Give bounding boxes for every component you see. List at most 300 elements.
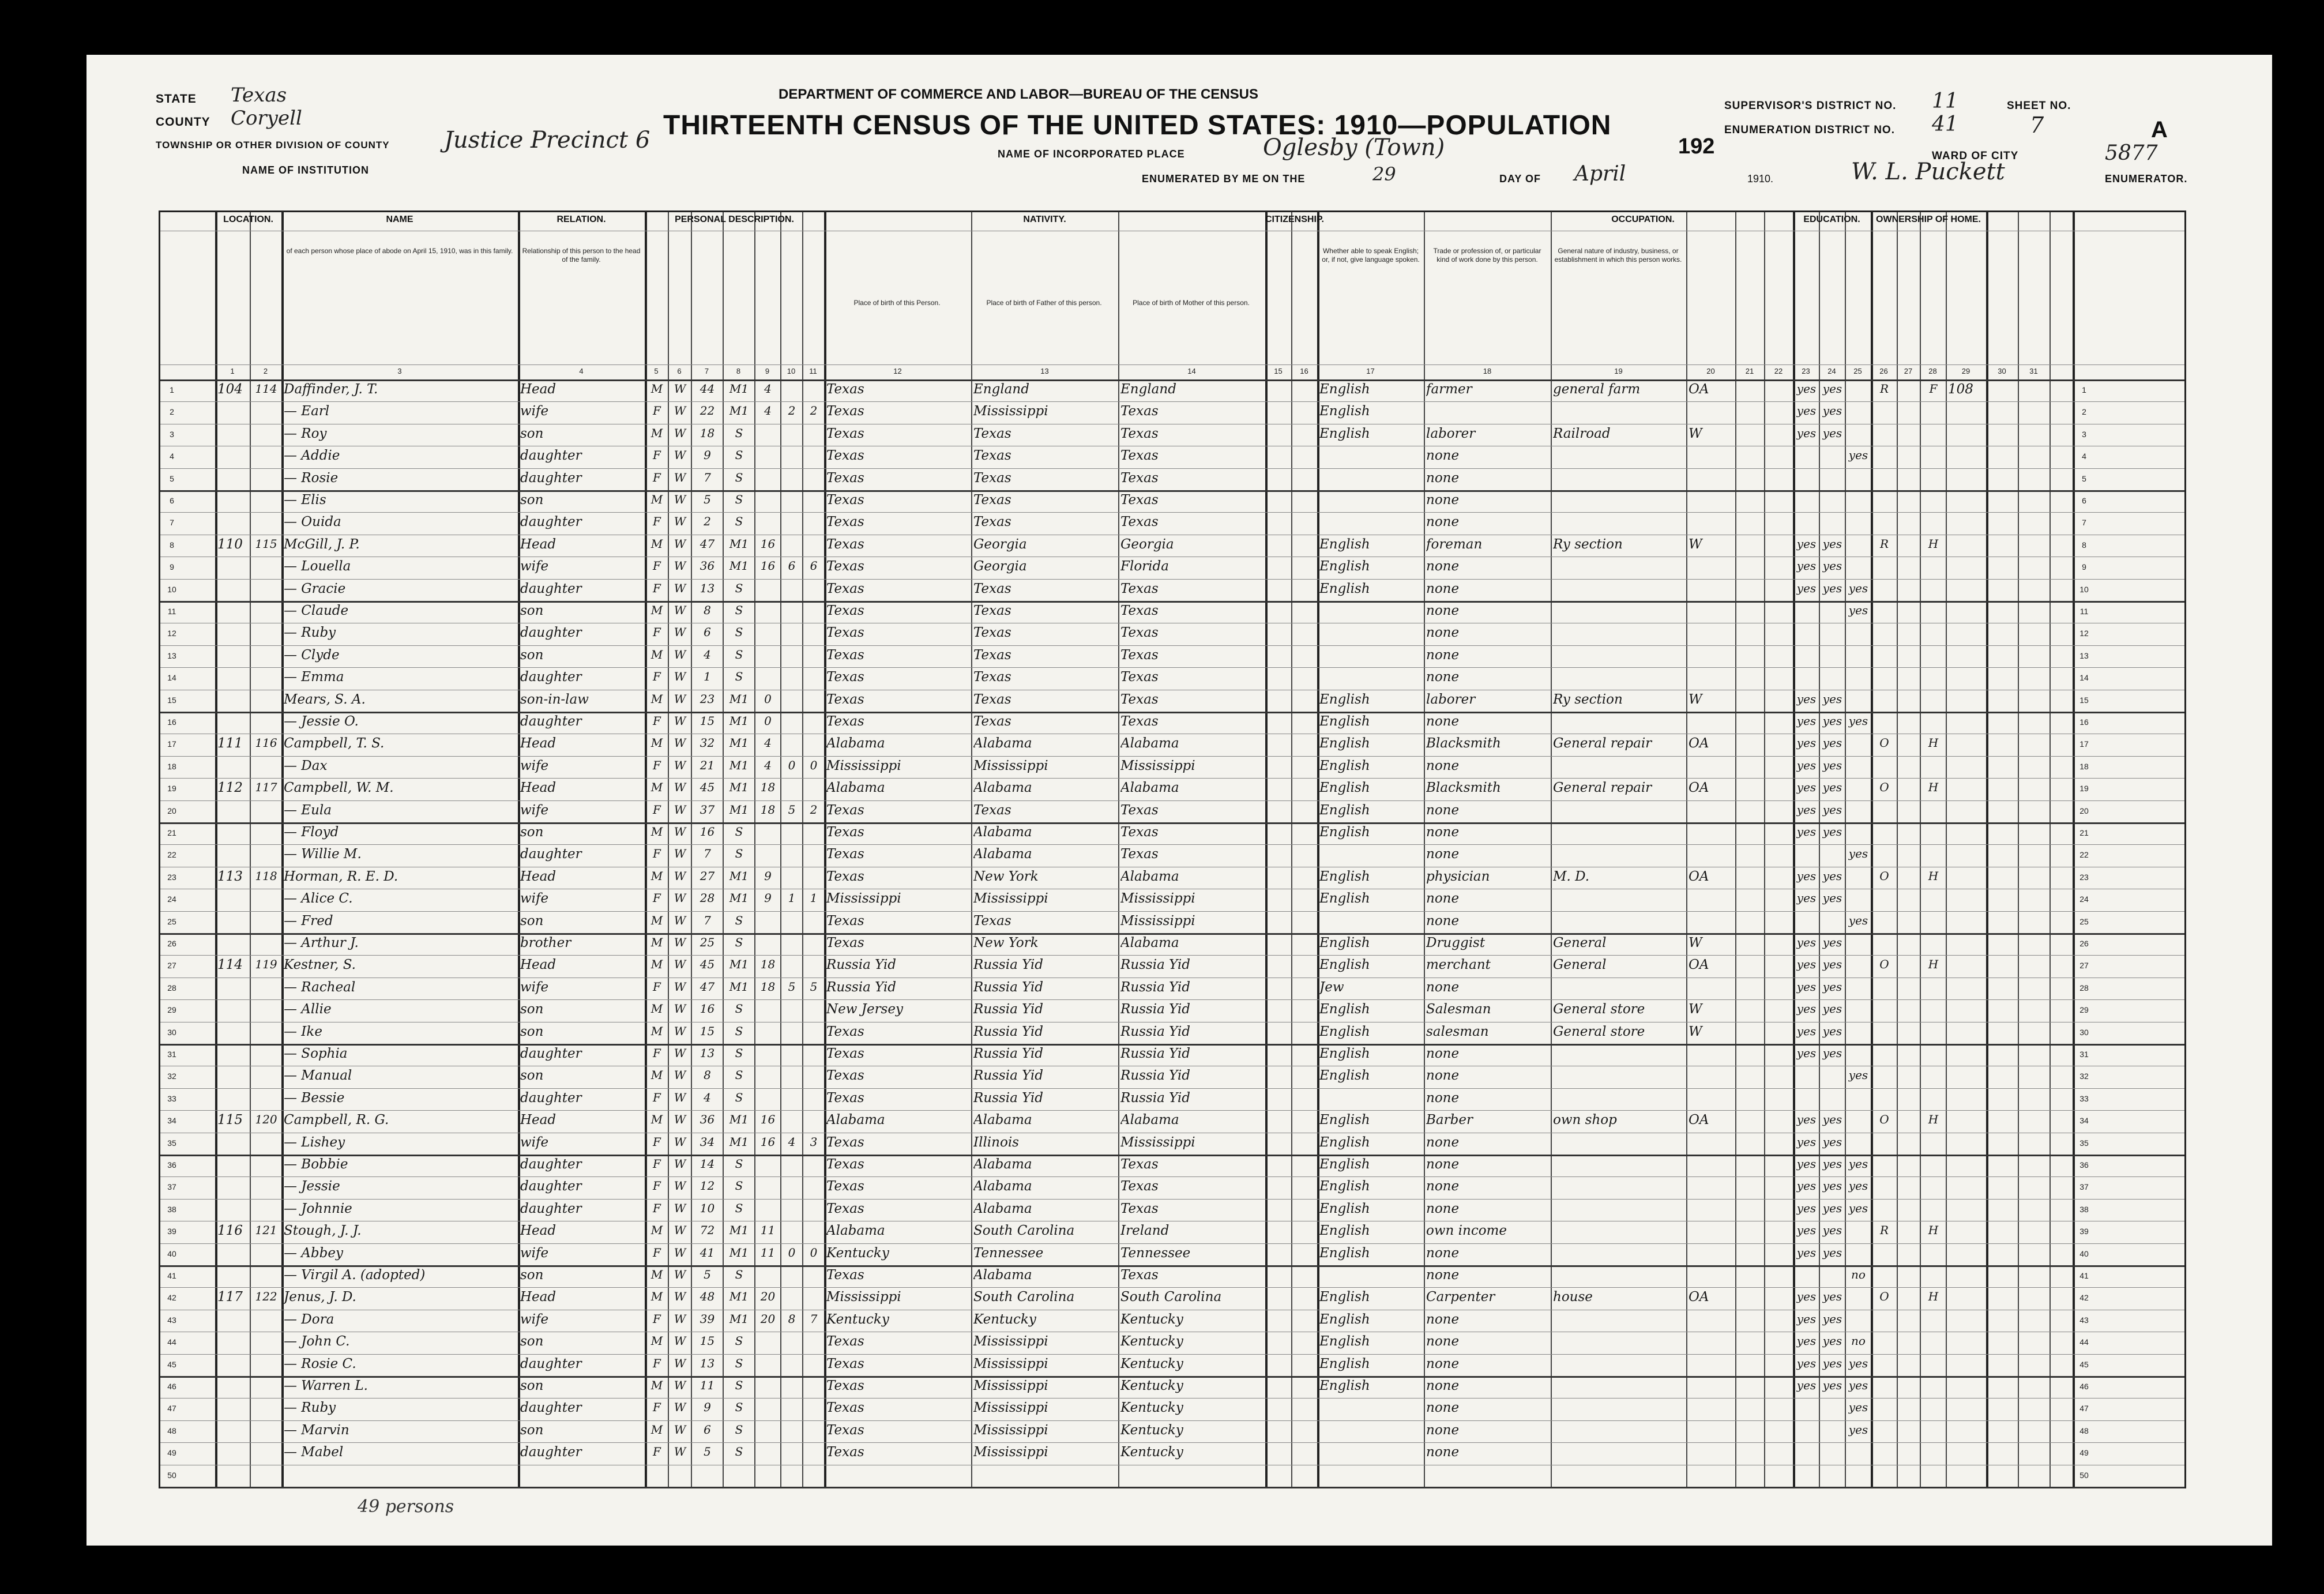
cell-fp: Russia Yid	[973, 1046, 1043, 1061]
cell-age: 13	[700, 1046, 715, 1060]
cell-occ: none	[1426, 1268, 1460, 1283]
cell-ms: M1	[729, 957, 749, 972]
cell-age: 39	[700, 1311, 715, 1326]
cell-cls: OA	[1689, 957, 1709, 973]
cell-write: yes	[1822, 559, 1842, 573]
cell-ms: M1	[729, 802, 749, 817]
column-subheading: Place of birth of this Person.	[853, 299, 941, 307]
cell-bp: Texas	[826, 470, 864, 486]
cell-fp: Russia Yid	[973, 1090, 1043, 1106]
cell-name: — Marvin	[284, 1422, 349, 1438]
cell-mp: Texas	[1120, 1157, 1159, 1172]
cell-mp: Kentucky	[1120, 1356, 1183, 1371]
cell-write: yes	[1822, 1311, 1842, 1326]
cell-bp: Texas	[826, 536, 864, 552]
cell-write: yes	[1822, 825, 1842, 839]
cell-ms: S	[735, 603, 743, 617]
cell-read: yes	[1796, 714, 1817, 728]
table-row	[160, 933, 2184, 955]
cell-lang: English	[1319, 1134, 1370, 1150]
cell-rel: daughter	[520, 1445, 582, 1460]
column-number: 17	[1366, 367, 1375, 375]
line-number: 6	[2082, 496, 2086, 505]
cell-att: yes	[1848, 714, 1868, 728]
cell-rel: wife	[520, 1311, 549, 1327]
cell-age: 7	[704, 847, 711, 861]
cell-sex: M	[650, 536, 663, 551]
cell-race: W	[674, 1422, 686, 1437]
table-row	[160, 645, 2184, 667]
line-number: 39	[167, 1227, 176, 1236]
cell-mp: Kentucky	[1120, 1445, 1183, 1460]
line-number: 40	[2079, 1249, 2089, 1258]
line-number: 5	[170, 473, 174, 483]
cell-write: yes	[1822, 714, 1842, 728]
table-row	[160, 512, 2184, 534]
column-number: 29	[1961, 367, 1970, 375]
cell-occ: Carpenter	[1426, 1290, 1495, 1305]
cell-occ: foreman	[1426, 536, 1483, 552]
cell-ind: Ry section	[1553, 691, 1623, 707]
cell-cls: W	[1689, 935, 1702, 950]
cell-write: yes	[1822, 780, 1842, 795]
cell-lang: English	[1319, 869, 1370, 884]
cell-write: yes	[1822, 736, 1842, 750]
cell-sex: F	[653, 758, 661, 772]
table-row	[160, 1265, 2184, 1287]
column-number: 22	[1774, 367, 1783, 375]
cell-name: — Virgil A. (adopted)	[284, 1268, 426, 1283]
cell-sex: M	[650, 825, 663, 839]
cell-bp: Alabama	[826, 736, 885, 751]
table-row	[160, 690, 2184, 712]
cell-race: W	[674, 647, 686, 661]
cell-fp: Texas	[973, 670, 1011, 685]
cell-mp: Kentucky	[1120, 1378, 1183, 1393]
line-number: 48	[2079, 1426, 2089, 1435]
column-number: 15	[1274, 367, 1283, 375]
cell-att: yes	[1848, 581, 1868, 595]
cell-sex: M	[650, 1068, 663, 1082]
enumeration-district-value: 41	[1932, 112, 1958, 136]
cell-age: 7	[704, 913, 711, 927]
cell-bp: Texas	[826, 1024, 864, 1039]
cell-name: — Dax	[284, 758, 328, 773]
cell-name: — Manual	[284, 1068, 352, 1084]
table-row	[160, 1310, 2184, 1332]
cell-race: W	[674, 780, 686, 795]
cell-mp: Kentucky	[1120, 1422, 1183, 1438]
cell-age: 41	[700, 1245, 715, 1260]
cell-mp: Texas	[1120, 404, 1159, 419]
cell-race: W	[674, 1157, 686, 1171]
table-row	[160, 535, 2184, 557]
cell-mp: Texas	[1120, 714, 1159, 729]
line-number: 12	[167, 629, 176, 638]
cell-bp: Texas	[826, 625, 864, 641]
cell-bp: Alabama	[826, 1223, 885, 1239]
cell-ms: S	[735, 448, 743, 463]
cell-occ: none	[1426, 1201, 1460, 1216]
cell-race: W	[674, 1356, 686, 1370]
cell-cls: OA	[1689, 1112, 1709, 1128]
cell-rel: daughter	[520, 625, 582, 641]
column-number: 21	[1745, 367, 1754, 375]
line-number: 10	[167, 584, 176, 594]
cell-own: O	[1879, 1290, 1889, 1304]
cell-occ: laborer	[1426, 426, 1476, 441]
cell-liv: 6	[810, 559, 818, 573]
cell-age: 37	[700, 802, 715, 817]
table-row	[160, 1442, 2184, 1464]
cell-ms: S	[735, 847, 743, 861]
cell-ms: M1	[729, 404, 749, 418]
cell-rel: Head	[520, 1112, 556, 1128]
cell-race: W	[674, 514, 686, 529]
cell-name: — Louella	[284, 559, 351, 574]
cell-race: W	[674, 1134, 686, 1149]
cell-read: yes	[1796, 1024, 1817, 1038]
cell-born: 5	[788, 979, 796, 994]
cell-sex: F	[653, 670, 661, 684]
cell-rel: son	[520, 1422, 544, 1438]
cell-lang: English	[1319, 559, 1370, 574]
cell-ms: M1	[729, 1223, 749, 1238]
cell-sex: M	[650, 1290, 663, 1304]
line-number: 37	[167, 1182, 176, 1192]
cell-sex: F	[653, 979, 661, 994]
cell-sex: F	[653, 802, 661, 817]
cell-ind: Railroad	[1553, 426, 1611, 441]
column-number: 5	[654, 367, 659, 375]
cell-rel: daughter	[520, 1356, 582, 1371]
cell-mp: Mississippi	[1120, 913, 1195, 928]
cell-race: W	[674, 691, 686, 706]
cell-dw: 110	[217, 536, 243, 552]
cell-bp: Texas	[826, 691, 864, 707]
cell-read: yes	[1796, 1157, 1817, 1171]
cell-bp: Texas	[826, 493, 864, 507]
cell-farm: H	[1928, 957, 1939, 972]
cell-born: 1	[788, 891, 796, 905]
line-number: 14	[2079, 673, 2089, 683]
cell-age: 45	[700, 780, 715, 795]
cell-yrs: 9	[764, 869, 772, 883]
cell-mp: Russia Yid	[1120, 957, 1190, 973]
cell-own: R	[1879, 536, 1889, 551]
cell-att: no	[1851, 1268, 1866, 1281]
line-number: 45	[2079, 1359, 2089, 1369]
table-row	[160, 867, 2184, 889]
cell-write: yes	[1822, 1134, 1842, 1149]
cell-ms: S	[735, 581, 743, 595]
cell-write: yes	[1822, 979, 1842, 994]
line-number: 24	[167, 894, 176, 904]
cell-sex: F	[653, 625, 661, 640]
cell-ind: General	[1553, 935, 1607, 950]
cell-race: W	[674, 670, 686, 684]
cell-bp: Mississippi	[826, 1290, 901, 1305]
cell-fam: 116	[255, 736, 277, 750]
cell-race: W	[674, 913, 686, 927]
line-number: 19	[2079, 784, 2089, 794]
cell-name: — Clyde	[284, 647, 340, 663]
cell-bp: Texas	[826, 1334, 864, 1349]
cell-mp: South Carolina	[1120, 1290, 1222, 1305]
cell-name: — Rosie C.	[284, 1356, 356, 1371]
cell-write: yes	[1822, 1179, 1842, 1193]
cell-age: 1	[704, 670, 711, 684]
cell-fam: 120	[255, 1112, 277, 1127]
cell-race: W	[674, 581, 686, 595]
supervisor-label: SUPERVISOR'S DISTRICT NO.	[1724, 100, 1897, 112]
cell-farm: H	[1928, 1223, 1939, 1238]
cell-farm: H	[1928, 780, 1939, 795]
cell-write: yes	[1822, 802, 1842, 817]
cell-own: R	[1879, 1223, 1889, 1238]
cell-lang: English	[1319, 1378, 1370, 1393]
cell-name: — Racheal	[284, 979, 356, 995]
table-row	[160, 1133, 2184, 1155]
line-number: 45	[167, 1359, 176, 1369]
group-heading: OCCUPATION.	[1611, 215, 1675, 224]
cell-write: yes	[1822, 536, 1842, 551]
line-number: 10	[2079, 584, 2089, 594]
cell-sex: M	[650, 913, 663, 927]
line-number: 26	[167, 939, 176, 948]
sheet-label: SHEET NO.	[2007, 100, 2071, 112]
cell-liv: 1	[810, 891, 818, 905]
table-row	[160, 712, 2184, 734]
cell-sex: F	[653, 1134, 661, 1149]
line-number: 24	[2079, 894, 2089, 904]
cell-lang: English	[1319, 758, 1370, 773]
cell-ms: M1	[729, 1112, 749, 1127]
cell-rel: Head	[520, 1290, 556, 1305]
cell-bp: Texas	[826, 1268, 864, 1283]
cell-age: 16	[700, 825, 715, 839]
cell-ms: S	[735, 1157, 743, 1171]
cell-write: yes	[1822, 1046, 1842, 1060]
county-label: COUNTY	[156, 115, 210, 129]
cell-fam: 121	[255, 1223, 277, 1238]
cell-mp: Kentucky	[1120, 1311, 1183, 1327]
cell-mp: England	[1120, 382, 1176, 397]
cell-yrs: 9	[764, 891, 772, 905]
cell-age: 13	[700, 1356, 715, 1370]
cell-age: 5	[704, 1268, 711, 1281]
cell-yrs: 18	[760, 802, 776, 817]
cell-name: Daffinder, J. T.	[284, 382, 378, 397]
cell-yrs: 4	[764, 758, 772, 772]
table-row	[160, 1088, 2184, 1110]
cell-sex: M	[650, 493, 663, 506]
cell-fp: Texas	[973, 470, 1011, 486]
cell-bp: New Jersey	[826, 1002, 903, 1017]
cell-read: yes	[1796, 1046, 1817, 1060]
cell-farm: H	[1928, 736, 1939, 750]
line-number: 34	[167, 1116, 176, 1126]
cell-mp: Texas	[1120, 1268, 1159, 1283]
column-subheading: Relationship of this person to the head of the family.	[522, 247, 641, 264]
cell-occ: Druggist	[1426, 935, 1486, 950]
cell-occ: laborer	[1426, 691, 1476, 707]
cell-rel: son	[520, 426, 544, 441]
cell-dw: 112	[217, 780, 243, 796]
line-number: 2	[170, 407, 174, 417]
cell-name: — Willie M.	[284, 847, 362, 862]
cell-name: Horman, R. E. D.	[284, 869, 398, 884]
cell-fp: Georgia	[973, 536, 1027, 552]
column-number: 7	[704, 367, 709, 375]
cell-fp: Alabama	[973, 1112, 1032, 1128]
cell-race: W	[674, 1068, 686, 1082]
cell-occ: physician	[1426, 869, 1490, 884]
cell-yrs: 16	[760, 536, 776, 551]
cell-fp: Illinois	[973, 1134, 1019, 1150]
column-number: 30	[1998, 367, 2006, 375]
cell-fp: Alabama	[973, 736, 1032, 751]
cell-mp: Texas	[1120, 1201, 1159, 1216]
line-number: 18	[2079, 761, 2089, 771]
cell-bp: Texas	[826, 869, 864, 884]
cell-name: Stough, J. J.	[284, 1223, 362, 1239]
cell-name: — Roy	[284, 426, 327, 441]
group-heading: RELATION.	[556, 215, 606, 224]
cell-lang: English	[1319, 1334, 1370, 1349]
cell-cls: W	[1689, 536, 1702, 552]
cell-race: W	[674, 1179, 686, 1193]
cell-farm: H	[1928, 869, 1939, 883]
cell-read: yes	[1796, 426, 1817, 440]
cell-name: — Bobbie	[284, 1157, 348, 1172]
cell-race: W	[674, 536, 686, 551]
cell-rel: wife	[520, 404, 549, 419]
cell-fp: Mississippi	[973, 891, 1048, 907]
cell-ms: S	[735, 426, 743, 440]
cell-fp: Texas	[973, 625, 1011, 641]
table-row	[160, 1110, 2184, 1132]
cell-bp: Texas	[826, 670, 864, 685]
cell-sex: F	[653, 891, 661, 905]
incorporated-label: NAME OF INCORPORATED PLACE	[998, 148, 1185, 160]
table-row	[160, 1420, 2184, 1442]
column-subheading: Place of birth of Mother of this person.	[1133, 299, 1250, 307]
cell-occ: none	[1426, 979, 1460, 995]
cell-age: 14	[700, 1157, 715, 1171]
cell-race: W	[674, 448, 686, 463]
cell-race: W	[674, 625, 686, 640]
cell-race: W	[674, 1112, 686, 1127]
ward-label: WARD OF CITY	[1932, 150, 2019, 162]
cell-mp: Texas	[1120, 802, 1159, 818]
cell-write: yes	[1822, 1157, 1842, 1171]
cell-sex: M	[650, 1422, 663, 1437]
column-number: 9	[765, 367, 770, 375]
cell-sex: F	[653, 470, 661, 484]
table-row	[160, 1243, 2184, 1265]
cell-yrs: 16	[760, 1112, 776, 1127]
cell-age: 9	[704, 1400, 711, 1415]
cell-read: yes	[1796, 1334, 1817, 1348]
cell-race: W	[674, 736, 686, 750]
line-number: 19	[167, 784, 176, 794]
cell-yrs: 0	[764, 714, 772, 728]
cell-name: — Rosie	[284, 470, 339, 486]
line-number: 42	[2079, 1293, 2089, 1303]
cell-race: W	[674, 1311, 686, 1326]
column-number-rule	[160, 364, 2184, 365]
line-number: 43	[167, 1315, 176, 1325]
column-number: 11	[809, 367, 817, 375]
line-number: 8	[2082, 540, 2086, 550]
cell-fp: South Carolina	[973, 1290, 1075, 1305]
cell-fp: Texas	[973, 603, 1011, 618]
census-sheet	[87, 55, 2272, 1546]
line-number: 39	[2079, 1227, 2089, 1236]
cell-mp: Texas	[1120, 825, 1159, 840]
cell-age: 4	[704, 647, 711, 661]
cell-liv: 0	[810, 1245, 818, 1260]
cell-age: 12	[700, 1179, 715, 1193]
cell-sex: M	[650, 603, 663, 617]
cell-rel: Head	[520, 736, 556, 751]
cell-rel: son	[520, 603, 544, 618]
cell-born: 4	[788, 1134, 796, 1149]
cell-att: yes	[1848, 1157, 1868, 1171]
cell-ms: M1	[729, 780, 749, 795]
group-heading: NATIVITY.	[1023, 215, 1066, 224]
cell-ms: S	[735, 625, 743, 640]
cell-sex: F	[653, 1046, 661, 1060]
cell-dw: 117	[217, 1290, 243, 1305]
cell-write: yes	[1822, 1112, 1842, 1127]
cell-read: yes	[1796, 957, 1817, 972]
cell-sex: M	[650, 780, 663, 795]
cell-ms: M1	[729, 1290, 749, 1304]
cell-name: Campbell, T. S.	[284, 736, 385, 751]
cell-liv: 5	[810, 979, 818, 994]
line-number: 26	[2079, 939, 2089, 948]
cell-age: 9	[704, 448, 711, 463]
cell-read: yes	[1796, 1134, 1817, 1149]
cell-rel: daughter	[520, 448, 582, 464]
cell-rel: son	[520, 825, 544, 840]
cell-mp: Texas	[1120, 670, 1159, 685]
cell-att: yes	[1848, 1179, 1868, 1193]
cell-read: yes	[1796, 869, 1817, 883]
table-row	[160, 468, 2184, 490]
supervisor-value: 11	[1932, 89, 1958, 113]
cell-name: — Fred	[284, 913, 333, 928]
cell-name: — Johnnie	[284, 1201, 352, 1216]
cell-bp: Texas	[826, 1378, 864, 1393]
line-number: 20	[2079, 806, 2089, 815]
cell-name: — Ruby	[284, 1400, 336, 1416]
cell-rel: son	[520, 1002, 544, 1017]
cell-occ: own income	[1426, 1223, 1507, 1239]
cell-yrs: 0	[764, 691, 772, 706]
cell-ms: M1	[729, 891, 749, 905]
cell-fp: Alabama	[973, 1179, 1032, 1194]
cell-race: W	[674, 957, 686, 972]
enumeration-district-label: ENUMERATION DISTRICT NO.	[1724, 124, 1895, 136]
cell-cls: OA	[1689, 736, 1709, 751]
cell-sex: M	[650, 426, 663, 440]
cell-name: — Bessie	[284, 1090, 345, 1106]
cell-rel: daughter	[520, 470, 582, 486]
cell-lang: English	[1319, 1068, 1370, 1084]
